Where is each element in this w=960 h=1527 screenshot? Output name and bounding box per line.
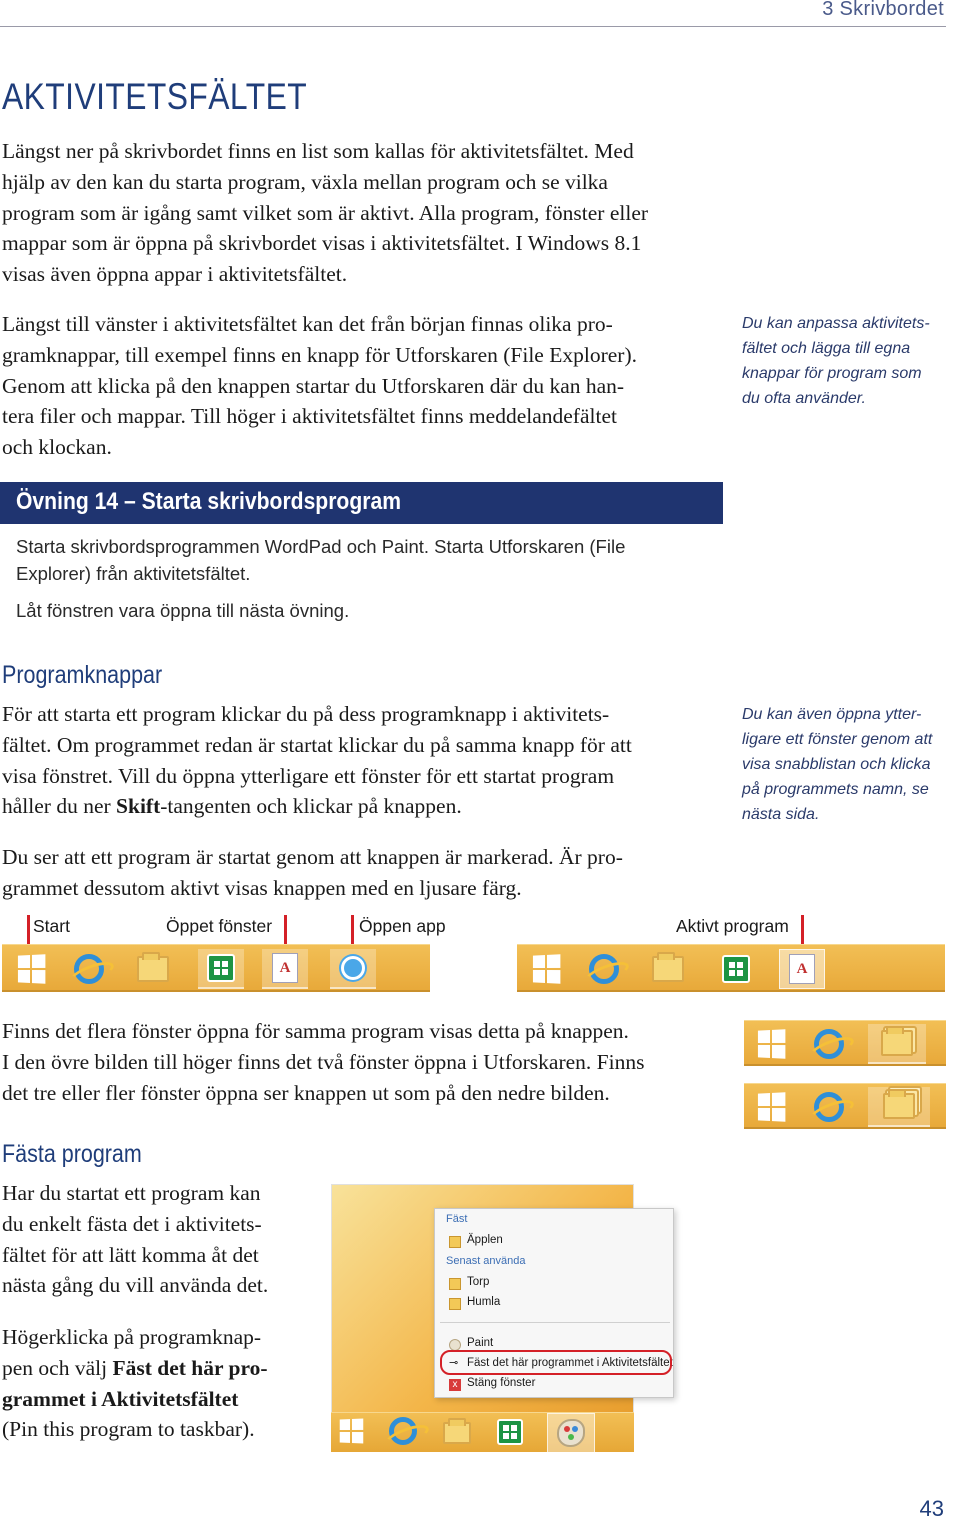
programknappar-paragraph [2,699,722,822]
weather-app-button[interactable] [330,949,376,989]
wordpad-button-active[interactable] [779,949,825,989]
second-paragraph [2,309,722,463]
menu-item-humla[interactable]: Humla [467,1296,501,1308]
menu-item-paint[interactable]: Paint [467,1337,494,1349]
taskbar-example-open [2,944,430,992]
note-line: fältet och lägga till egna [742,340,911,357]
pin-icon: ⊸ [449,1357,459,1369]
pin-intro-paragraph [2,1178,322,1301]
folder-icon [449,1278,461,1290]
note-line: på programmets namn, se [742,781,929,798]
text-line: För att starta ett program klickar du på dess programknapp i aktivitets- [2,702,610,726]
menu-item-applen[interactable]: Äpplen [467,1234,503,1246]
text-line: grammet dessutom aktivt visas knappen med en ljusare färg. [2,875,522,900]
exercise-instructions [16,533,716,587]
start-button[interactable] [339,1419,363,1443]
label-open-app: Öppen app [359,916,446,936]
paint-icon [557,1419,585,1447]
heading-programknappar: Programknappar [2,661,163,689]
internet-explorer-icon [814,1092,844,1122]
explorer-button-three-windows[interactable] [868,1087,930,1127]
exercise-title: Övning 14 – Starta skrivbordsprogram [16,488,401,515]
text-span: pen och välj [2,1355,113,1380]
paint-button-active[interactable] [547,1413,595,1453]
taskbar-example-active [517,944,945,992]
folder-icon [449,1236,461,1248]
internet-explorer-icon [814,1029,844,1059]
marked-button-paragraph [2,842,722,904]
weather-icon [344,959,362,977]
exercise-line: Starta skrivbordsprogrammen WordPad och Paint. Starta Utforskaren (File [16,536,626,557]
label-open-window: Öppet fönster [166,916,273,936]
label-active-program: Aktivt program [676,916,789,936]
wordpad-icon: A [272,953,298,983]
start-button[interactable] [748,1087,794,1127]
text-line: hjälp av den kan du starta program, växla mellan program och se vilka [2,169,608,194]
store-icon [497,1419,523,1445]
note-line: nästa sida. [742,806,820,823]
explorer-button-two-windows[interactable] [868,1024,926,1064]
margin-note-customize [742,311,957,411]
text-line: Längst ner på skrivbordet finns en list som kallas för aktivitetsfältet. Med [2,139,634,163]
menu-item-pin[interactable]: Fäst det här programmet i Aktivitetsfältet [467,1357,673,1369]
multiple-windows-paragraph [2,1016,722,1108]
note-line: Du kan anpassa aktivitets- [742,315,930,332]
internet-explorer-icon [74,954,104,984]
bold-command: grammet i Aktivitetsfältet [2,1386,239,1411]
text-line: gramknappar, till exempel finns en knapp för Utforskaren (File Explorer). [2,342,637,367]
start-button[interactable] [748,1024,794,1064]
wordpad-icon: A [789,954,815,984]
heading-fasta-program: Fästa program [2,1140,142,1168]
highlight-ring [440,1350,672,1375]
text-line: och klockan. [2,435,112,460]
taskbar-two-windows [744,1020,946,1066]
text-line [2,1384,322,1415]
chapter-header: 3 Skrivbordet [822,0,944,20]
text-line: nästa gång du vill använda det. [2,1273,269,1298]
menu-header-recent: Senast använda [446,1255,526,1267]
windows-logo-icon [533,954,560,983]
menu-header-pinned: Fäst [446,1213,468,1225]
exercise-line: Explorer) från aktivitetsfältet. [16,563,251,584]
text-line: tera filer och mappar. Till höger i aktivitetsfältet finns meddelandefältet [2,404,617,429]
label-start: Start [33,916,70,936]
screenshot-taskbar [331,1412,634,1452]
wordpad-button[interactable] [262,949,308,989]
explorer-button[interactable] [443,1422,471,1444]
bold-command: Fäst det här pro- [112,1355,268,1380]
menu-item-close[interactable]: Stäng fönster [467,1377,536,1389]
explorer-button[interactable] [645,949,691,989]
text-line [2,1353,322,1384]
text-span: -tangenten och klickar på knappen. [160,794,462,819]
ie-button[interactable] [581,949,627,989]
text-line: I den övre bilden till höger finns det två fönster öppna i Utforskaren. Finns [2,1049,645,1074]
store-button[interactable] [497,1419,523,1445]
text-line: program som är igång samt vilket som är aktivt. Alla program, fönster eller [2,200,649,225]
pin-instruction-paragraph [2,1322,322,1445]
note-line: knappar för program som [742,365,922,382]
margin-note-jumplist [742,702,957,827]
menu-divider [440,1322,670,1323]
windows-logo-icon [18,954,45,983]
text-line: mappar som är öppna på skrivbordet visas i aktivitetsfältet. I Windows 8.1 [2,231,642,256]
note-line: visa snabblistan och klicka [742,756,931,773]
windows-logo-icon [340,1418,364,1443]
store-button[interactable] [713,949,759,989]
windows-logo-icon [758,1092,785,1121]
text-line: Har du startat ett program kan [2,1181,261,1205]
text-line: Genom att klicka på den knappen startar du Utforskaren där du kan han- [2,373,625,398]
text-line: fältet för att lätt komma åt det [2,1242,259,1267]
note-line: ligare ett fönster genom att [742,731,933,748]
text-line: visa fönstret. Vill du öppna ytterligare ett fönster för ett startat program [2,763,615,788]
section-title: AKTIVITETSFÄLTET [2,76,308,117]
folder-stack-icon [881,1030,913,1056]
start-button[interactable] [523,949,569,989]
close-icon: x [449,1379,461,1391]
text-line: Längst till vänster i aktivitetsfältet kan det från början finnas olika pro- [2,312,613,336]
text-line: du enkelt fästa det i aktivitets- [2,1211,262,1236]
folder-icon [443,1422,471,1444]
header-rule [0,26,946,27]
store-icon [207,954,235,982]
folder-icon [137,956,169,982]
exercise-note: Låt fönstren vara öppna till nästa övning. [16,600,350,621]
folder-icon [652,956,684,982]
intro-paragraph [2,136,722,290]
menu-item-torp[interactable]: Torp [467,1276,490,1288]
store-button[interactable] [198,949,244,989]
text-line: (Pin this program to taskbar). [2,1417,255,1442]
text-line [2,791,722,822]
ie-button[interactable] [66,949,112,989]
text-line: det tre eller fler fönster öppna ser knappen ut som på den nedre bilden. [2,1080,610,1105]
store-icon [722,955,750,983]
note-line: du ofta använder. [742,390,866,407]
windows-logo-icon [758,1029,785,1058]
text-line: Högerklicka på programknap- [2,1325,262,1349]
start-button[interactable] [8,949,54,989]
text-span: håller du ner [2,794,117,819]
note-line: Du kan även öppna ytter- [742,706,922,723]
folder-icon [449,1298,461,1310]
bold-key-name: Skift [116,794,161,819]
internet-explorer-icon [589,954,619,984]
ie-button[interactable] [389,1417,417,1445]
ie-button[interactable] [806,1087,852,1127]
text-line: fältet. Om programmet redan är startat klickar du på samma knapp för att [2,732,632,757]
taskbar-three-windows [744,1083,946,1129]
page-number: 43 [919,1496,944,1521]
explorer-button[interactable] [130,949,176,989]
ie-button[interactable] [806,1024,852,1064]
text-line: Du ser att ett program är startat genom att knappen är markerad. Är pro- [2,845,623,869]
text-line: Finns det flera fönster öppna för samma program visas detta på knappen. [2,1019,629,1043]
internet-explorer-icon [389,1417,417,1445]
folder-stack-icon [883,1093,915,1119]
text-line: visas även öppna appar i aktivitetsfältet. [2,262,348,287]
